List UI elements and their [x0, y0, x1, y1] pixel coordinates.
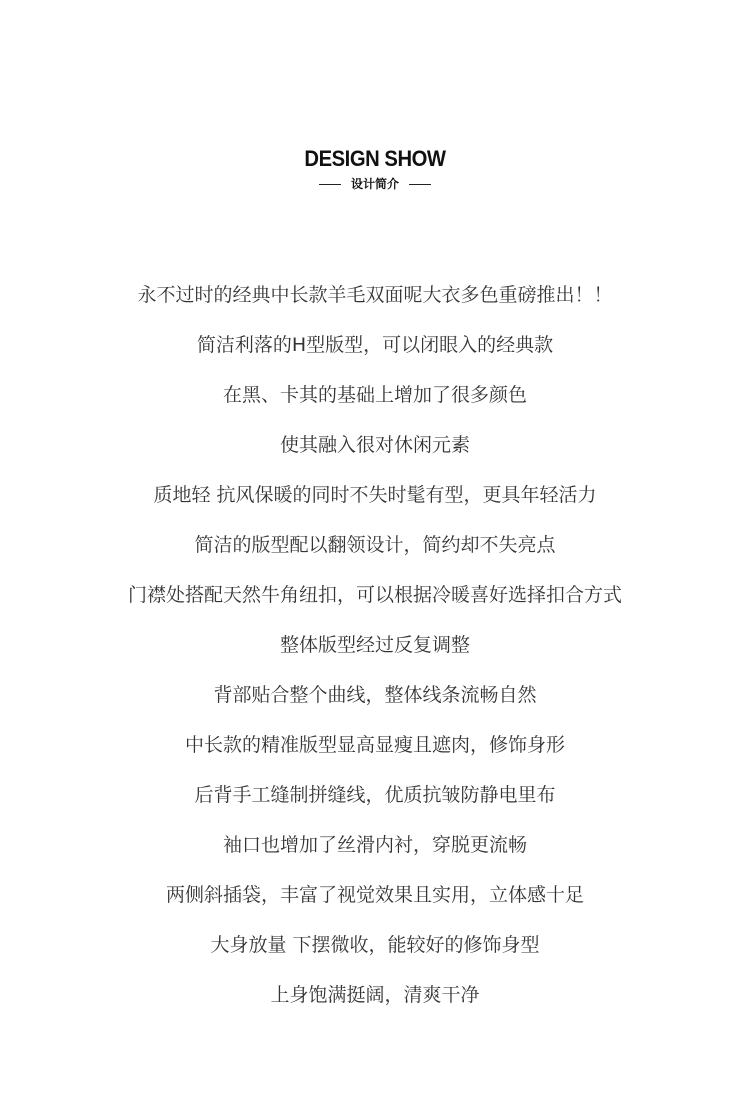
- description-line: 简洁利落的H型版型，可以闭眼入的经典款: [196, 334, 554, 356]
- description-line: 简洁的版型配以翻领设计，简约却不失亮点: [194, 534, 556, 556]
- design-show-header: [0, 145, 750, 192]
- description-line: 后背手工缝制拼缝线，优质抗皱防静电里布: [194, 784, 556, 806]
- description-line: 整体版型经过反复调整: [279, 634, 470, 656]
- description-line: 袖口也增加了丝滑内衬，穿脱更流畅: [222, 834, 527, 856]
- subtitle-row: [0, 176, 750, 192]
- description-list: [0, 278, 750, 1028]
- description-line: 中长款的精准版型显高显瘦且遮肉，修饰身形: [184, 734, 565, 756]
- description-line: 上身饱满挺阔，清爽干净: [270, 984, 480, 1006]
- description-line: 两侧斜插袋，丰富了视觉效果且实用，立体感十足: [165, 884, 584, 906]
- description-line: 背部贴合整个曲线，整体线条流畅自然: [213, 684, 537, 706]
- right-divider: [409, 184, 431, 185]
- left-divider: [319, 184, 341, 185]
- section-title: DESIGN SHOW: [304, 146, 446, 171]
- description-line: 大身放量 下摆微收，能较好的修饰身型: [210, 934, 540, 956]
- description-line: 在黑、卡其的基础上增加了很多颜色: [222, 384, 527, 406]
- section-subtitle: 设计简介: [350, 177, 399, 191]
- description-line: 门襟处搭配天然牛角纽扣，可以根据冷暖喜好选择扣合方式: [127, 584, 622, 606]
- description-line: 永不过时的经典中长款羊毛双面呢大衣多色重磅推出！！: [137, 284, 613, 306]
- description-line: 使其融入很对休闲元素: [279, 434, 470, 456]
- description-line: 质地轻 抗风保暖的同时不失时髦有型，更具年轻活力: [153, 484, 597, 506]
